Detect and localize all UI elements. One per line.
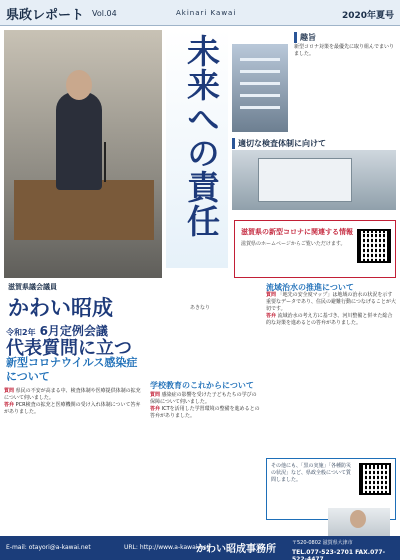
school-education-body [150, 392, 260, 420]
qr-code-icon[interactable] [359, 463, 391, 495]
question-paragraph: 質問 県民の不安が高まる中、検査体制や医療提供体制の拡充について伺いました。 [4, 388, 141, 401]
speaker-head [66, 70, 92, 100]
facility-photo [232, 150, 396, 210]
corona-info-title: 滋賀県の新型コロナに関連する情報 [241, 228, 353, 236]
answer-tag: 答弁 [4, 402, 15, 408]
flood-control-heading: 流域治水の推進について [266, 283, 354, 292]
politician-role: 滋賀県議会議員 [8, 283, 57, 291]
footer-email[interactable]: E-mail: otayori@a-kawai.net [6, 544, 91, 551]
prefectural-building-photo [232, 44, 288, 132]
question-paragraph: 質問 感染症の影響を受けた子どもたちの学びの保障について伺いました。 [150, 392, 257, 405]
main-vertical-title: 未来への責任 [182, 34, 221, 238]
session-year: 令和2年 [6, 328, 36, 337]
flood-control-body [266, 292, 396, 327]
microphone-icon [104, 142, 106, 182]
answer-tag: 答弁 [266, 313, 277, 319]
question-paragraph: 質問 「地先の安全度マップ」は地域の治水の状況を示す重要なデータであり、住民の避難行動につなげることが大切です。 [266, 292, 396, 312]
office-phone: TEL.077-523-2701 FAX.077-522-4477 [292, 549, 386, 560]
office-name: かわい昭成事務所 [196, 544, 276, 555]
volume-number: Vol.04 [92, 9, 117, 18]
answer-paragraph: 答弁 流域治水の考え方に基づき、河川整備と併せた総合的な対策を進めるとの答弁がありました。 [266, 313, 393, 326]
politician-furigana: あきなり [190, 305, 211, 311]
qr-code-icon[interactable] [357, 229, 391, 263]
other-topics-text: その他にも、「黒の実施」「各種防災の状況」など、県政全般について質問しました。 [271, 463, 352, 483]
portrait-face [350, 510, 366, 528]
office-address: 〒520-0802 滋賀県大津市 [292, 540, 353, 546]
politician-name: かわい昭成 [8, 296, 113, 320]
testing-system-label: 適切な検査体制に向けて [232, 138, 326, 149]
purpose-note: 新型コロナ対策を最優先に取り組んでまいりました。 [294, 44, 395, 57]
answer-paragraph: 答弁 ICTを活用した学習環境の整備を進めるとの答弁がありました。 [150, 406, 260, 419]
question-subtitle-line1: 新型コロナウイルス感染症 [6, 356, 138, 369]
building-window [240, 70, 280, 73]
speech-photo [4, 30, 162, 278]
building-window [240, 106, 280, 109]
newsletter-title: 県政レポート [6, 8, 85, 23]
purpose-label: 趣旨 [294, 32, 316, 43]
answer-tag: 答弁 [150, 406, 161, 412]
question-subtitle [6, 356, 137, 384]
corona-info-sub: 滋賀県のホームページからご覧いただけます。 [241, 241, 346, 247]
question-tag: 質問 [266, 292, 277, 298]
building-window [240, 94, 280, 97]
footer-url[interactable]: URL: http://www.a-kawai.net [124, 544, 210, 551]
footer-bar [0, 536, 400, 560]
author-roman-name: Akinari Kawai [176, 9, 237, 17]
question-tag: 質問 [4, 388, 15, 394]
speaker-body [56, 92, 102, 190]
representative-question-headline: 代表質問に立つ [6, 338, 132, 359]
corona-info-box [234, 220, 396, 278]
question-tag: 質問 [150, 392, 161, 398]
building-window [240, 58, 280, 61]
school-education-heading: 学校教育のこれからについて [150, 381, 254, 390]
facility-building [258, 158, 352, 202]
building-window [240, 82, 280, 85]
session-name: 6月定例会議 [39, 324, 108, 338]
answer-paragraph: 答弁 PCR検査の拡充と医療機関の受け入れ体制について答弁がありました。 [4, 402, 141, 415]
politician-portrait [328, 508, 390, 538]
politician-name-box [4, 282, 226, 318]
corona-question-body [4, 388, 144, 416]
newsletter-header [0, 0, 400, 26]
question-subtitle-line2: について [6, 370, 50, 383]
issue-season: 2020年夏号 [341, 11, 394, 21]
